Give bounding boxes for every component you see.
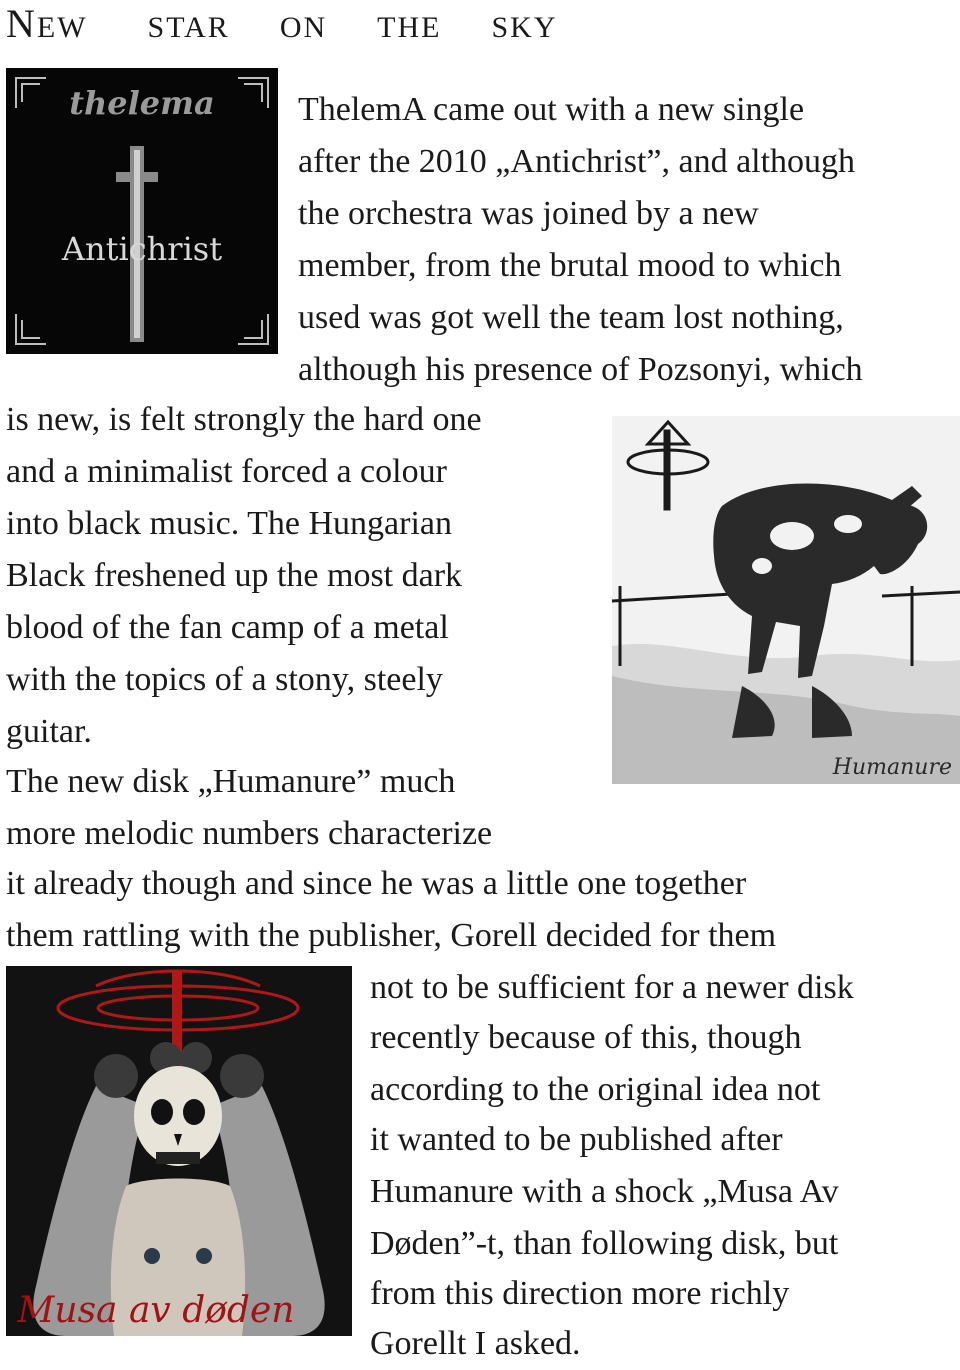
body-line: guitar. [6,713,92,750]
body-line: it already though and since he was a little one together [6,865,747,902]
title-word-on: ON [279,11,328,44]
body-line: Black freshened up the most dark [6,557,463,594]
body-line: according to the original idea not [370,1071,821,1108]
humanure-cover-text: Humanure [832,755,952,780]
body-line: not to be sufficient for a newer disk [370,969,854,1006]
body-line: Døden”-t, than following disk, but [370,1225,839,1262]
body-line: into black music. The Hungarian [6,505,452,542]
musa-av-doden-album-cover [6,966,352,1336]
antichrist-cover-text: Antichrist [61,230,223,268]
page-title [6,2,946,46]
humanure-album-cover [612,416,960,784]
antichrist-album-cover [6,68,278,354]
body-line: although his presence of Pozsonyi, which [298,351,863,388]
antichrist-logo-text: thelema [69,84,215,122]
body-line: The new disk „Humanure” much [6,763,456,800]
body-line: is new, is felt strongly the hard one [6,401,482,438]
musa-cover-text: Musa av døden [17,1290,295,1331]
title-word-the: THE [377,11,442,44]
title-word-new: NEW [6,2,88,46]
title-word-star: STAR [147,11,230,44]
body-line: more melodic numbers characterize [6,815,493,852]
title-word-sky: SKY [491,11,558,44]
body-line: the orchestra was joined by a new [298,195,759,232]
body-line: blood of the fan camp of a metal [6,609,449,646]
body-line: recently because of this, though [370,1019,802,1056]
body-line: Gorellt I asked. [370,1325,581,1362]
body-line: Humanure with a shock „Musa Av [370,1173,839,1210]
body-line: it wanted to be published after [370,1121,783,1158]
body-line: them rattling with the publisher, Gorell decided for them [6,917,777,954]
body-line: after the 2010 „Antichrist”, and although [298,143,856,180]
body-line: with the topics of a stony, steely [6,661,443,698]
body-line: ThelemA came out with a new single [298,91,805,128]
body-line: member, from the brutal mood to which [298,247,842,284]
body-line: and a minimalist forced a colour [6,453,447,490]
body-line: used was got well the team lost nothing, [298,299,844,336]
body-line: from this direction more richly [370,1275,790,1312]
